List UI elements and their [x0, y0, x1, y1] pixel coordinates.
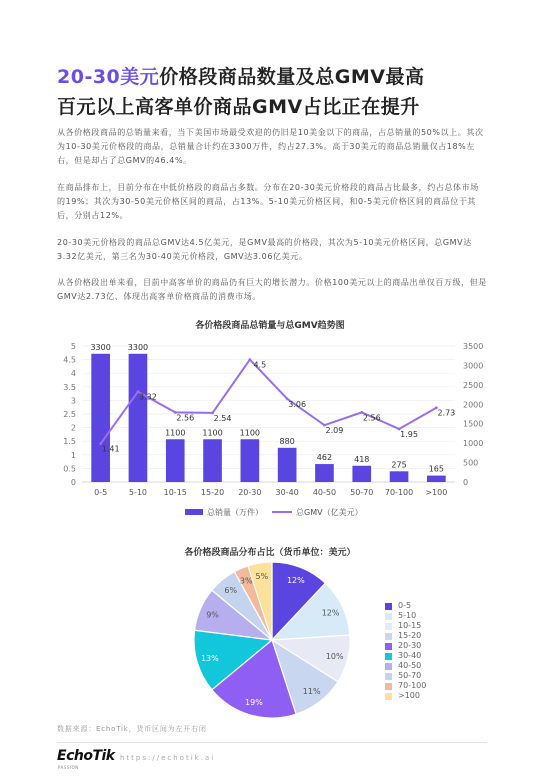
echotik-logo: EchoTik: [57, 748, 115, 764]
legend-swatch: [385, 673, 392, 680]
pie-slice-label: 3%: [239, 576, 253, 586]
pie-slice-label: 12%: [321, 608, 340, 618]
x-tick-label: 20-30: [238, 488, 262, 497]
line-value-label: 3.06: [288, 399, 307, 409]
line-value-label: 4.5: [253, 360, 267, 370]
title-accent: 20-30美元: [57, 66, 160, 88]
legend-item: [385, 601, 426, 611]
bar-value-label: 1100: [202, 428, 223, 438]
x-tick-label: >100: [425, 488, 448, 497]
legend-label: 10-15: [398, 621, 422, 630]
y-left-tick: 4.5: [63, 355, 76, 365]
x-tick-label: 30-40: [275, 488, 299, 497]
y-right-tick: 1000: [463, 439, 484, 449]
legend-swatch: [385, 623, 392, 630]
bar: [278, 448, 297, 482]
legend-bar-swatch: [185, 509, 203, 515]
legend-swatch: [385, 643, 392, 650]
y-left-tick: 0.5: [63, 464, 76, 474]
bar-value-label: 275: [391, 460, 407, 470]
sales-gmv-chart: [50, 332, 500, 532]
x-tick-label: 15-20: [200, 488, 225, 497]
legend-bar-label: 总销量（万件）: [207, 508, 263, 517]
logo-tagline: PASSION: [58, 765, 79, 770]
x-tick-label: 0-5: [94, 488, 108, 497]
bar: [129, 354, 148, 482]
x-tick-label: 50-70: [350, 488, 374, 497]
legend-swatch: [385, 613, 392, 620]
legend-item: [385, 691, 426, 701]
legend-label: 0-5: [398, 601, 412, 610]
legend-swatch: [385, 663, 392, 670]
bar: [390, 471, 409, 482]
bar: [91, 354, 110, 482]
pie-slice-label: 6%: [224, 586, 238, 596]
bar-value-label: 1100: [239, 428, 261, 438]
y-right-tick: 500: [463, 458, 479, 468]
legend-item: [385, 651, 426, 661]
x-tick-label: 5-10: [128, 488, 148, 497]
legend-swatch: [385, 693, 392, 700]
legend-item: [385, 641, 426, 651]
pie-slice-label: 10%: [325, 652, 344, 662]
y-left-tick: 3.5: [63, 382, 76, 392]
line-value-label: 2.56: [176, 413, 195, 423]
legend-label: 15-20: [398, 631, 422, 640]
y-right-tick: 2500: [463, 380, 484, 390]
y-left-tick: 2: [70, 423, 76, 433]
y-left-tick: 0: [70, 478, 76, 487]
line-value-label: 1.95: [400, 429, 418, 439]
y-right-tick: 1500: [463, 419, 484, 429]
line-value-label: 2.54: [213, 413, 232, 423]
pie-slice-label: 13%: [200, 654, 219, 664]
bar-chart-title: 各价格段商品总销量与总GMV趋势图: [195, 321, 345, 331]
bar: [203, 439, 222, 482]
line-value-label: 2.56: [362, 413, 381, 423]
bar: [315, 464, 334, 482]
bar-value-label: 462: [316, 453, 333, 463]
legend-item: [385, 621, 426, 631]
line-value-label: 1.41: [101, 444, 120, 454]
title-rest: 价格段商品数量及总GMV最高: [159, 66, 425, 88]
y-right-tick: 3500: [463, 342, 484, 351]
y-left-tick: 2.5: [63, 410, 76, 419]
page-title: [57, 62, 425, 89]
legend-label: 30-40: [398, 651, 422, 660]
legend-label: 5-10: [398, 611, 417, 620]
legend-item: [385, 661, 426, 671]
y-left-tick: 3: [70, 396, 76, 406]
legend-item: [385, 681, 426, 691]
bar-value-label: 165: [428, 464, 444, 474]
y-right-tick: 3000: [463, 361, 484, 371]
bar-value-label: 3300: [90, 342, 111, 352]
y-right-tick: 0: [463, 478, 469, 487]
line-value-label: 3.32: [139, 392, 157, 402]
line-value-label: 2.09: [325, 426, 344, 436]
legend-item: [385, 671, 426, 681]
line-point: [248, 358, 251, 361]
paragraph-orders: 从各价格段出单来看，目前中高客单价的商品仍有巨大的增长潜力。价格100美元以上的商品出单仅百万级，但是GMV达2.73亿、体现出高客单价格商品的消费市场。: [57, 278, 487, 301]
x-tick-label: 10-15: [163, 488, 187, 497]
page-subtitle: 百元以上高客单价商品GMV占比正在提升: [57, 96, 420, 118]
legend-swatch: [385, 633, 392, 640]
paragraph-distribution: 在商品排布上，目前分布在中低价格段的商品占多数。分布在20-30美元价格段的商品占比最多，约占总体市场的19%；其次为30-50美元价格区间的商品，占13%。5-10美元价格区间，和0-5美元价格区间的商品位于其后，分别占12%。: [57, 183, 479, 220]
footer-divider: [57, 742, 487, 743]
bar-value-label: 3300: [127, 342, 149, 352]
y-left-tick: 4: [70, 369, 76, 379]
pie-slice-label: 5%: [255, 572, 269, 582]
pie-slice-label: 19%: [245, 698, 263, 708]
pie-slice-label: 12%: [286, 575, 305, 585]
pie-slice-label: 9%: [206, 610, 219, 620]
legend-label: 20-30: [398, 641, 422, 650]
y-left-tick: 1.5: [63, 437, 76, 447]
bar: [241, 439, 260, 482]
bar: [166, 439, 185, 482]
footer-url[interactable]: https://echotik.ai: [120, 754, 216, 762]
legend-label: 70-100: [398, 681, 427, 690]
bar-value-label: 418: [354, 454, 370, 464]
y-left-tick: 5: [70, 342, 76, 351]
pie-slice-label: 11%: [302, 687, 321, 697]
paragraph-sales: 从各价格段商品的总销量来看，当下美国市场最受欢迎的仍旧是10美金以下的商品，占总销量的50%以上。其次为10-30美元价格段的商品，总销量合计约在3300万件，约占27.3%。高于30美元的商品总销量仅占18%左右，但是却占了总GMV的46.4%。: [57, 128, 484, 165]
bar: [352, 466, 371, 482]
legend-label: 50-70: [398, 671, 422, 680]
x-tick-label: 40-50: [312, 488, 337, 497]
bar-value-label: 1100: [165, 428, 186, 438]
y-left-tick: 1: [70, 450, 76, 460]
bar: [427, 476, 446, 482]
y-right-tick: 2000: [463, 400, 484, 410]
legend-swatch: [385, 683, 392, 690]
pie-legend: [385, 601, 426, 701]
paragraph-gmv: 20-30美元价格段的商品总GMV达4.5亿美元，是GMV最高的价格段，其次为5-10美元价格区间，总GMV达3.32亿美元，第三名为30-40美元价格段，GMV达3.06亿美元。: [57, 238, 472, 261]
legend-item: [385, 631, 426, 641]
legend-line-label: 总GMV（亿美元）: [296, 508, 363, 517]
x-tick-label: 70-100: [384, 488, 414, 497]
legend-label: 40-50: [398, 661, 422, 670]
line-value-label: 2.73: [437, 408, 456, 418]
legend-label: >100: [398, 691, 420, 700]
bar-value-label: 880: [279, 436, 295, 446]
distribution-pie-chart: [180, 560, 360, 720]
legend-swatch: [385, 603, 392, 610]
data-source-note: 数据来源：EchoTik，货币区间为左开右闭: [57, 725, 207, 733]
legend-swatch: [385, 653, 392, 660]
pie-chart-title: 各价格段商品分布占比（货币单位：美元）: [184, 548, 356, 558]
legend-item: [385, 611, 426, 621]
